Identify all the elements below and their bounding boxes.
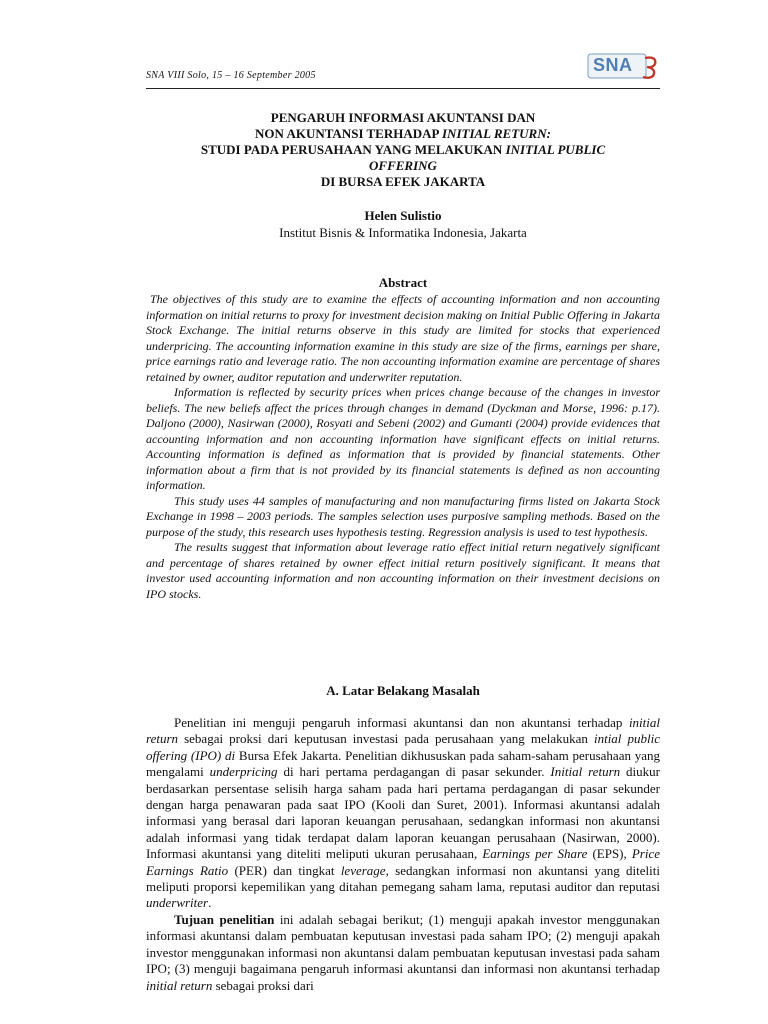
title-line-3-italic: INITIAL PUBLIC <box>505 142 606 157</box>
body-italic-run: Initial return <box>550 764 621 780</box>
title-line-5: DI BURSA EFEK JAKARTA <box>320 174 486 189</box>
abstract-paragraph: The objectives of this study are to examine the effects of accounting information and non accounting information on initial returns to proxy for investment decision making on Initial Public Offering in Jakarta Stock Exchange. The initial returns observe in this study are limited for stocks that experienced underpricing. The accounting information examine in this study are size of the firms, earnings per share, price earnings ratio and leverage ratio. The non accounting information examine are percentage of shares retained by owner, auditor reputation and underwriter reputation. <box>146 292 660 384</box>
running-header: SNA VIII Solo, 15 – 16 September 2005 <box>146 70 316 81</box>
body-italic-run: initial return <box>146 715 660 747</box>
abstract-paragraph: This study uses 44 samples of manufacturing and non manufacturing firms listed on Jakarta Stock Exchange in 1998 – 2003 periods. The samples selection uses purposive sampling methods. Based on the purpose of the study, this research uses hypothesis testing. Regression analysis is used to test hypothesis. <box>146 493 660 539</box>
title-line-1: PENGARUH INFORMASI AKUNTANSI DAN <box>270 110 536 125</box>
body-italic-run: leverage, <box>340 862 389 878</box>
body-italic-run: underwriter <box>146 895 209 911</box>
body-paragraph-1 <box>146 715 660 912</box>
body-text-run: sedangkan informasi non akuntansi yang diteliti meliputi proporsi kepemilikan yang ditahan pemegang saham lama, reputasi auditor dan reputasi <box>146 862 660 895</box>
body-bold-run: Tujuan penelitian <box>174 911 275 927</box>
paper-title <box>146 110 660 190</box>
header-rule <box>146 88 660 89</box>
abstract-body <box>146 292 660 602</box>
body-italic-run: initial return <box>146 977 213 993</box>
section-body <box>146 715 660 994</box>
body-italic-run: intial public offering (IPO) di <box>146 731 660 763</box>
body-paragraph-2 <box>146 912 660 994</box>
body-italic-run: Earnings per Share <box>482 846 588 862</box>
section-heading: A. Latar Belakang Masalah <box>326 683 480 698</box>
title-line-4-italic: OFFERING <box>369 158 437 173</box>
title-line-3-text: STUDI PADA PERUSAHAAN YANG MELAKUKAN <box>200 142 506 157</box>
abstract-heading: Abstract <box>378 275 428 290</box>
body-text-run: Penelitian ini menguji pengaruh informasi akuntansi dan non akuntansi terhadap <box>174 715 629 730</box>
title-line-4 <box>146 158 660 174</box>
body-text-run: sebagai proksi dari <box>212 977 314 993</box>
body-text-run: . <box>208 895 212 911</box>
title-line-2-text: NON AKUNTANSI TERHADAP <box>255 126 442 141</box>
abstract-paragraph: Information is reflected by security prices when prices change because of the changes in investor beliefs. The new beliefs affect the prices through changes in demand (Dyckman and Morse, 1996: p.17). Daljono (2000), Nasirwan (2000), Rosyati and Sebeni (2002) and Gumanti (2004) provide evidences that accounting information and non accounting information have significant effects on initial returns. Accounting information is defined as information that is provided by financial statements. Other information about a firm that is not provided by its financial statements is defined as non accounting information. <box>146 385 660 492</box>
author-affiliation: Institut Bisnis & Informatika Indonesia, Jakarta <box>279 225 527 240</box>
body-text-run: diukur berdasarkan persentase selisih harga saham pada hari pertama perdagangan di pasar sekunder dengan harga penawaran pada saat IPO (Kooli dan Suret, 2001). Informasi akuntansi adalah informasi yang berasal dari laporan keuangan perusahaan, sedangkan informasi non akuntansi adalah informasi yang tidak terdapat dalam laporan keuangan perusahaan (Nasirwan, 2000). Informasi akuntansi yang diteliti meliputi ukuran perusahaan, <box>146 764 660 862</box>
body-text-run: Bursa Efek Jakarta. Penelitian dikhususkan pada saham-saham perusahaan yang mengalami <box>146 747 661 780</box>
body-text-run: (PER) dan tingkat <box>228 862 341 878</box>
body-italic-run: Price Earnings Ratio <box>146 846 660 878</box>
abstract-paragraph: The results suggest that information about leverage ratio effect initial return negatively significant and percentage of shares retained by owner effect initial return positively significant. It means that investor used accounting information and non accounting information on their investment decisions on IPO stocks. <box>146 540 660 601</box>
author-name: Helen Sulistio <box>364 208 442 223</box>
title-line-3 <box>146 142 660 158</box>
title-line-2 <box>146 126 660 142</box>
body-text-run: sebagai proksi dari keputusan investasi pada perusahaan yang melakukan <box>178 731 594 747</box>
body-text-run: (EPS), <box>587 846 632 862</box>
logo-text: SNA <box>593 55 633 75</box>
body-italic-run: underpricing <box>209 764 278 780</box>
sna-logo <box>587 52 661 80</box>
body-text-run: ini adalah sebagai berikut; (1) menguji apakah investor menggunakan informasi akuntansi dalam pembuatan keputusan investasi pada saham IPO; (2) menguji apakah investor menggunakan informasi non akuntansi dalam pembuatan keputusan investasi pada saham IPO; (3) menguji bagaimana pengaruh informasi akuntansi dan informasi non akuntansi terhadap <box>146 911 660 977</box>
title-line-2-italic: INITIAL RETURN: <box>442 126 551 141</box>
body-text-run: di hari pertama perdagangan di pasar sekunder. <box>277 764 551 780</box>
